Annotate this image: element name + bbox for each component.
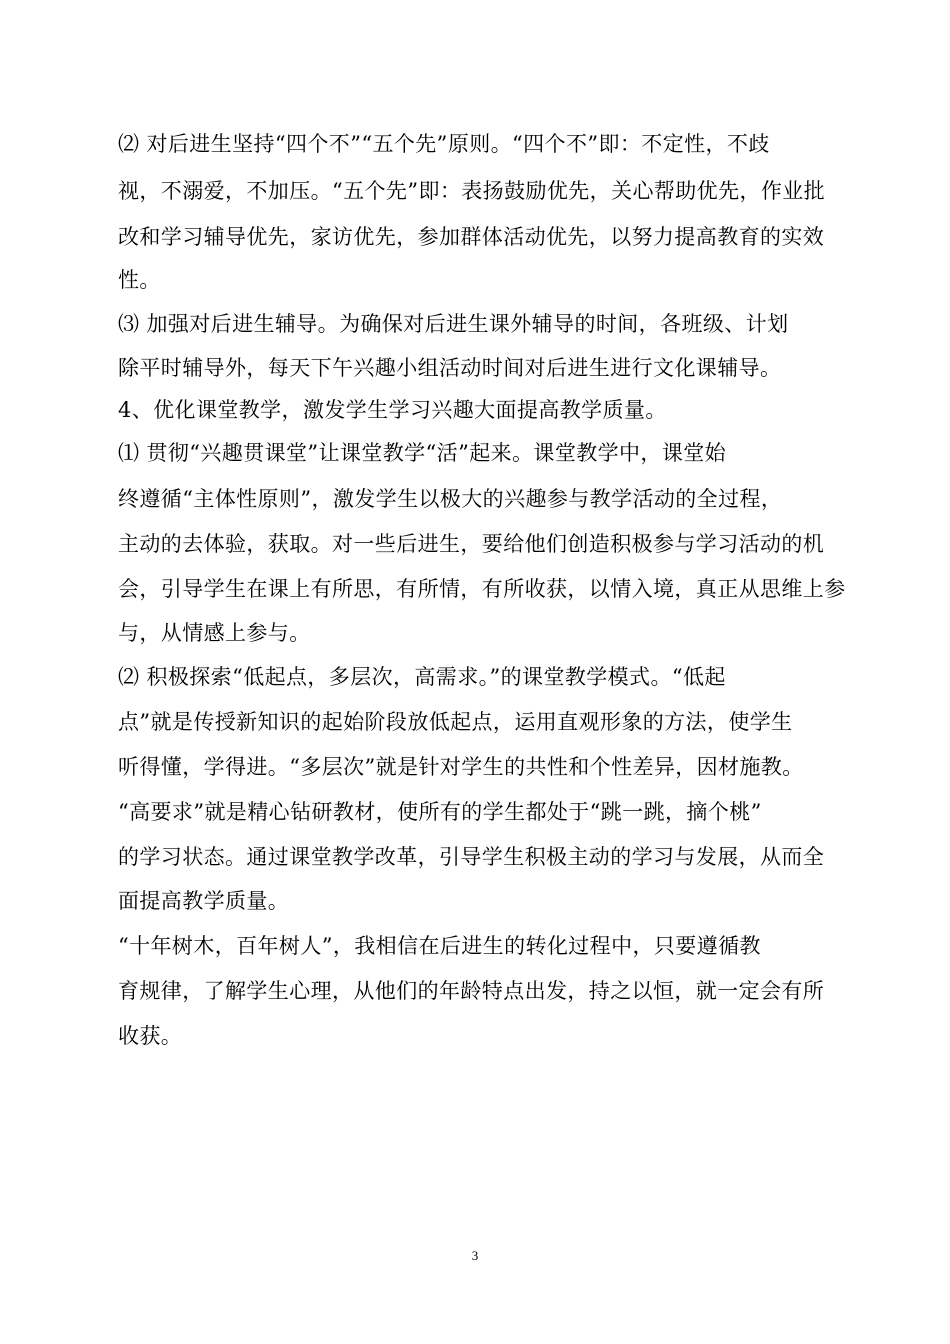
text-line: 听得懂，学得进。“多层次”就是针对学生的共性和个性差异，因材施教。 xyxy=(118,755,804,779)
text-line: 点”就是传授新知识的起始阶段放低起点，运用直观形象的方法，使学生 xyxy=(118,710,793,734)
text-line: ⑵ 对后进生坚持“四个不”“五个先”原则。“四个不”即：不定性，不歧 xyxy=(118,132,770,156)
text-line: 终遵循“主体性原则”，激发学生以极大的兴趣参与教学活动的全过程， xyxy=(118,487,783,511)
text-line: 除平时辅导外，每天下午兴趣小组活动时间对后进生进行文化课辅导。 xyxy=(118,356,782,380)
text-line: ⑵ 积极探索“低起点，多层次，高需求。”的课堂教学模式。“低起 xyxy=(118,665,726,689)
text-line: ⑶ 加强对后进生辅导。为确保对后进生课外辅导的时间，各班级、计划 xyxy=(118,312,789,336)
text-line: ⑴ 贯彻“兴趣贯课堂”让课堂教学“活”起来。课堂教学中，课堂始 xyxy=(118,441,727,465)
text-line: 的学习状态。通过课堂教学改革，引导学生积极主动的学习与发展，从而全 xyxy=(118,845,825,869)
text-line: 收获。 xyxy=(118,1024,183,1048)
text-line: 与，从情感上参与。 xyxy=(118,621,311,645)
text-line: 面提高教学质量。 xyxy=(118,889,290,913)
text-line: 主动的去体验，获取。对一些后进生，要给他们创造积极参与学习活动的机 xyxy=(118,532,825,556)
text-line: 育规律，了解学生心理，从他们的年龄特点出发，持之以恒，就一定会有所 xyxy=(118,979,825,1003)
text-line: 会，引导学生在课上有所思，有所情，有所收获，以情入境，真正从思维上参 xyxy=(118,577,846,601)
text-line: 改和学习辅导优先，家访优先，参加群体活动优先，以努力提高教育的实效 xyxy=(118,225,825,249)
section-heading: 4、优化课堂教学，激发学生学习兴趣大面提高教学质量。 xyxy=(118,398,667,422)
text-line: “高要求”就是精心钻研教材，使所有的学生都处于“跳一跳，摘个桃” xyxy=(118,800,762,824)
text-line: 性。 xyxy=(118,268,161,292)
text-line: 视，不溺爱，不加压。“五个先”即：表扬鼓励优先，关心帮助优先，作业批 xyxy=(118,179,826,203)
page-number: 3 xyxy=(471,1248,479,1263)
text-line: “十年树木，百年树人”，我相信在后进生的转化过程中，只要遵循教 xyxy=(118,934,761,958)
